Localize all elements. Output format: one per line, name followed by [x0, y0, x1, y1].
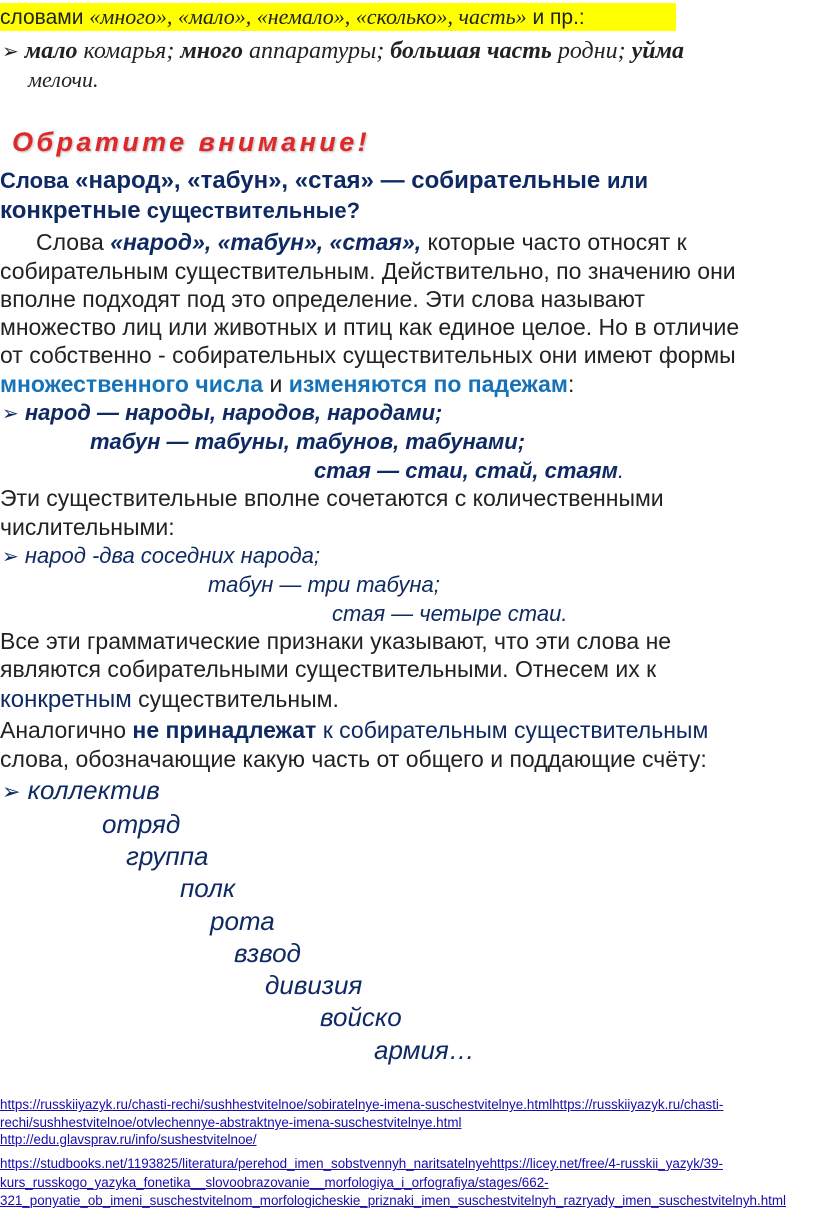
intro-tail: и пр.: — [532, 6, 585, 29]
source-link[interactable]: rechi/sushhestvitelnoe/otvlechennye-abstraktnye-imena-suschestvitelnye.html — [0, 1115, 462, 1130]
collective-item: отряд — [102, 809, 181, 839]
forms-text: стая — стаи, стай, стаям — [314, 458, 618, 483]
para1-line4: множество лиц или животных и птиц как единое целое. Но в отличие — [0, 314, 740, 340]
para1-line3: вполне подходят под это определение. Эти слова называют — [0, 286, 645, 312]
forms-line2: табун — табуны, табунов, табунами; — [90, 429, 526, 454]
question-text: или — [606, 168, 648, 193]
question-text: конкретные — [0, 197, 141, 224]
para-emphasis: конкретным — [0, 686, 132, 713]
para-text: существительным. — [131, 686, 339, 712]
arrow-bullet-icon: ➢ — [2, 401, 19, 425]
numerals-text: народ -два соседних народа; — [24, 543, 320, 568]
collective-item — [2, 774, 160, 809]
collective-item: взвод — [234, 938, 301, 968]
para-text: Слова — [36, 229, 111, 255]
arrow-bullet-icon: ➢ — [2, 39, 19, 63]
question-text: «народ», «табун», «стая» — собирательные — [68, 167, 607, 194]
forms-text: . — [617, 458, 624, 483]
para3-line3 — [0, 684, 339, 715]
forms-line1 — [2, 398, 442, 428]
para-highlight: изменяются по падежам — [288, 371, 568, 397]
intro-words: «много», «мало», «немало», «сколько», часть» — [89, 4, 527, 29]
intro-line — [0, 3, 676, 31]
example-word-uyma: уйма — [631, 38, 685, 64]
collective-item: полк — [180, 873, 236, 903]
question-text: существительные? — [140, 198, 361, 223]
para4-line2: слова, обозначающие какую часть от общего и поддающие счёту: — [0, 746, 707, 772]
collective-item: группа — [126, 841, 209, 871]
para-text: и — [263, 371, 289, 397]
example-word-malo: мало — [24, 38, 78, 64]
para-text: которые часто относят к — [421, 229, 687, 255]
question-text: Слова — [0, 168, 69, 193]
para-text: к собирательным существительным — [316, 717, 709, 743]
source-link[interactable]: https://russkiiyazyk.ru/chasti-rechi/sushhestvitelnoe/sobiratelnye-imena-suschestvitelnye.htmlhttps://russkiiyazyk.ru/chasti- — [0, 1097, 724, 1112]
question-line2 — [0, 196, 360, 226]
forms-text: народ — народы, народов, народами; — [24, 400, 443, 425]
para2-line2: числительными: — [0, 514, 175, 540]
example-word-chast: большая часть — [390, 38, 552, 64]
example-text: комарья; — [77, 38, 181, 64]
forms-line3 — [314, 456, 624, 485]
para3-line1: Все эти грамматические признаки указывают, что эти слова не — [0, 628, 672, 654]
example-text: родни; — [551, 38, 632, 64]
para-highlight: множественного числа — [0, 371, 264, 397]
para4-line1 — [0, 716, 708, 745]
example-word-mnogo: много — [180, 38, 243, 64]
example-mnogo — [2, 36, 684, 66]
example-text: аппаратуры; — [242, 38, 391, 64]
source-link[interactable]: http://edu.glavsprav.ru/info/sushestvitelnoe/ — [0, 1132, 257, 1147]
source-link[interactable]: https://studbooks.net/1193825/literatura/perehod_imen_sobstvennyh_naritsatelnyehttps://licey.net/free/4-russkii_yazyk/39- — [0, 1156, 724, 1171]
para1-line6 — [0, 370, 574, 399]
collective-item: дивизия — [265, 970, 363, 1000]
arrow-bullet-icon: ➢ — [2, 780, 21, 805]
source-link[interactable]: kurs_russkogo_yazyka_fonetika__slovoobrazovanie__morfologiya_i_orfografiya/stages/662- — [0, 1175, 549, 1190]
numerals-line1 — [2, 541, 320, 571]
collective-item: рота — [210, 906, 275, 936]
para3-line2: являются собирательными существительными. Отнесем их к — [0, 656, 657, 682]
collective-item: армия… — [374, 1035, 475, 1065]
para-text: Аналогично — [0, 717, 133, 743]
numerals-line3: стая — четыре стаи. — [332, 601, 568, 626]
collective-item: войско — [320, 1002, 402, 1032]
arrow-bullet-icon: ➢ — [2, 544, 19, 568]
para-emphasis: «народ», «табун», «стая», — [110, 229, 422, 255]
para2-line1: Эти существительные вполне сочетаются с количественными — [0, 485, 664, 511]
intro-lead: словами — [0, 6, 84, 29]
source-link[interactable]: 321_ponyatie_ob_imeni_suschestvitelnom_morfologicheskie_priznaki_imen_suschestvitelnyh_razryady_imen_suschestvitelnyh.html — [0, 1193, 787, 1208]
collective-text: коллектив — [27, 775, 160, 805]
notice-heading: Обратите внимание! — [12, 127, 371, 157]
para-text: : — [567, 371, 575, 397]
para1-line2: собирательным существительным. Действительно, по значению они — [0, 258, 736, 284]
para1-line5: от собственно - собирательных существительных они имеют формы — [0, 342, 736, 368]
para-emphasis: не принадлежат — [132, 717, 317, 743]
para1-line1 — [36, 228, 687, 257]
question-line1 — [0, 166, 648, 196]
example-line2: мелочи. — [28, 67, 99, 92]
numerals-line2: табун — три табуна; — [208, 572, 440, 597]
